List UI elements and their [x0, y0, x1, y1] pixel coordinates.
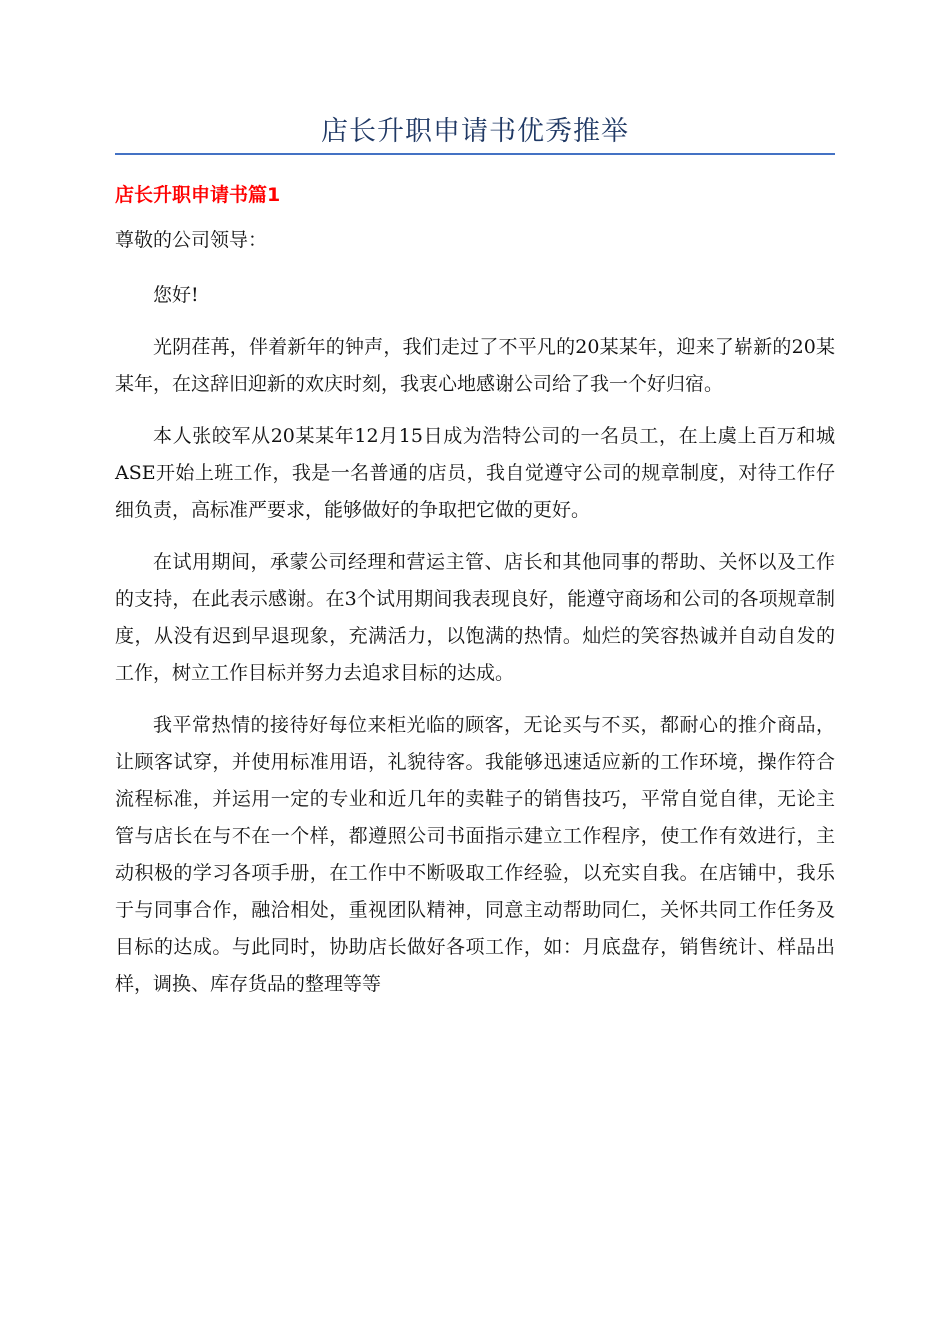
paragraph: 在试用期间，承蒙公司经理和营运主管、店长和其他同事的帮助、关怀以及工作的支持，在此表示感谢。在3个试用期间我表现良好，能遵守商场和公司的各项规章制度，从没有迟到早退现象，充满活力，以饱满的热情。灿烂的笑容热诚并自动自发的工作，树立工作目标并努力去追求目标的达成。	[115, 551, 835, 684]
title-underline	[115, 153, 835, 155]
document-title: 店长升职申请书优秀推举	[321, 116, 629, 147]
paragraph: 光阴荏苒，伴着新年的钟声，我们走过了不平凡的20某某年，迎来了崭新的20某某年，在这辞旧迎新的欢庆时刻，我衷心地感谢公司给了我一个好归宿。	[115, 336, 835, 395]
greeting: 您好!	[153, 284, 199, 306]
paragraph: 本人张皎军从20某某年12月15日成为浩特公司的一名员工，在上虞上百万和城ASE开始上班工作，我是一名普通的店员，我自觉遵守公司的规章制度，对待工作仔细负责，高标准严要求，能够做好的争取把它做的更好。	[115, 425, 835, 521]
paragraph: 我平常热情的接待好每位来柜光临的顾客，无论买与不买，都耐心的推介商品，让顾客试穿，并使用标准用语，礼貌待客。我能够迅速适应新的工作环境，操作符合流程标准，并运用一定的专业和近几年的卖鞋子的销售技巧，平常自觉自律，无论主管与店长在与不在一个样，都遵照公司书面指示建立工作程序，使工作有效进行，主动积极的学习各项手册，在工作中不断吸取工作经验，以充实自我。在店铺中，我乐于与同事合作，融洽相处，重视团队精神，同意主动帮助同仁，关怀共同工作任务及目标的达成。与此同时，协助店长做好各项工作，如：月底盘存，销售统计、样品出样，调换、库存货品的整理等等	[115, 714, 835, 995]
salutation: 尊敬的公司领导：	[115, 229, 268, 251]
document-body	[115, 222, 835, 1018]
section-heading: 店长升职申请书篇1	[115, 184, 281, 206]
